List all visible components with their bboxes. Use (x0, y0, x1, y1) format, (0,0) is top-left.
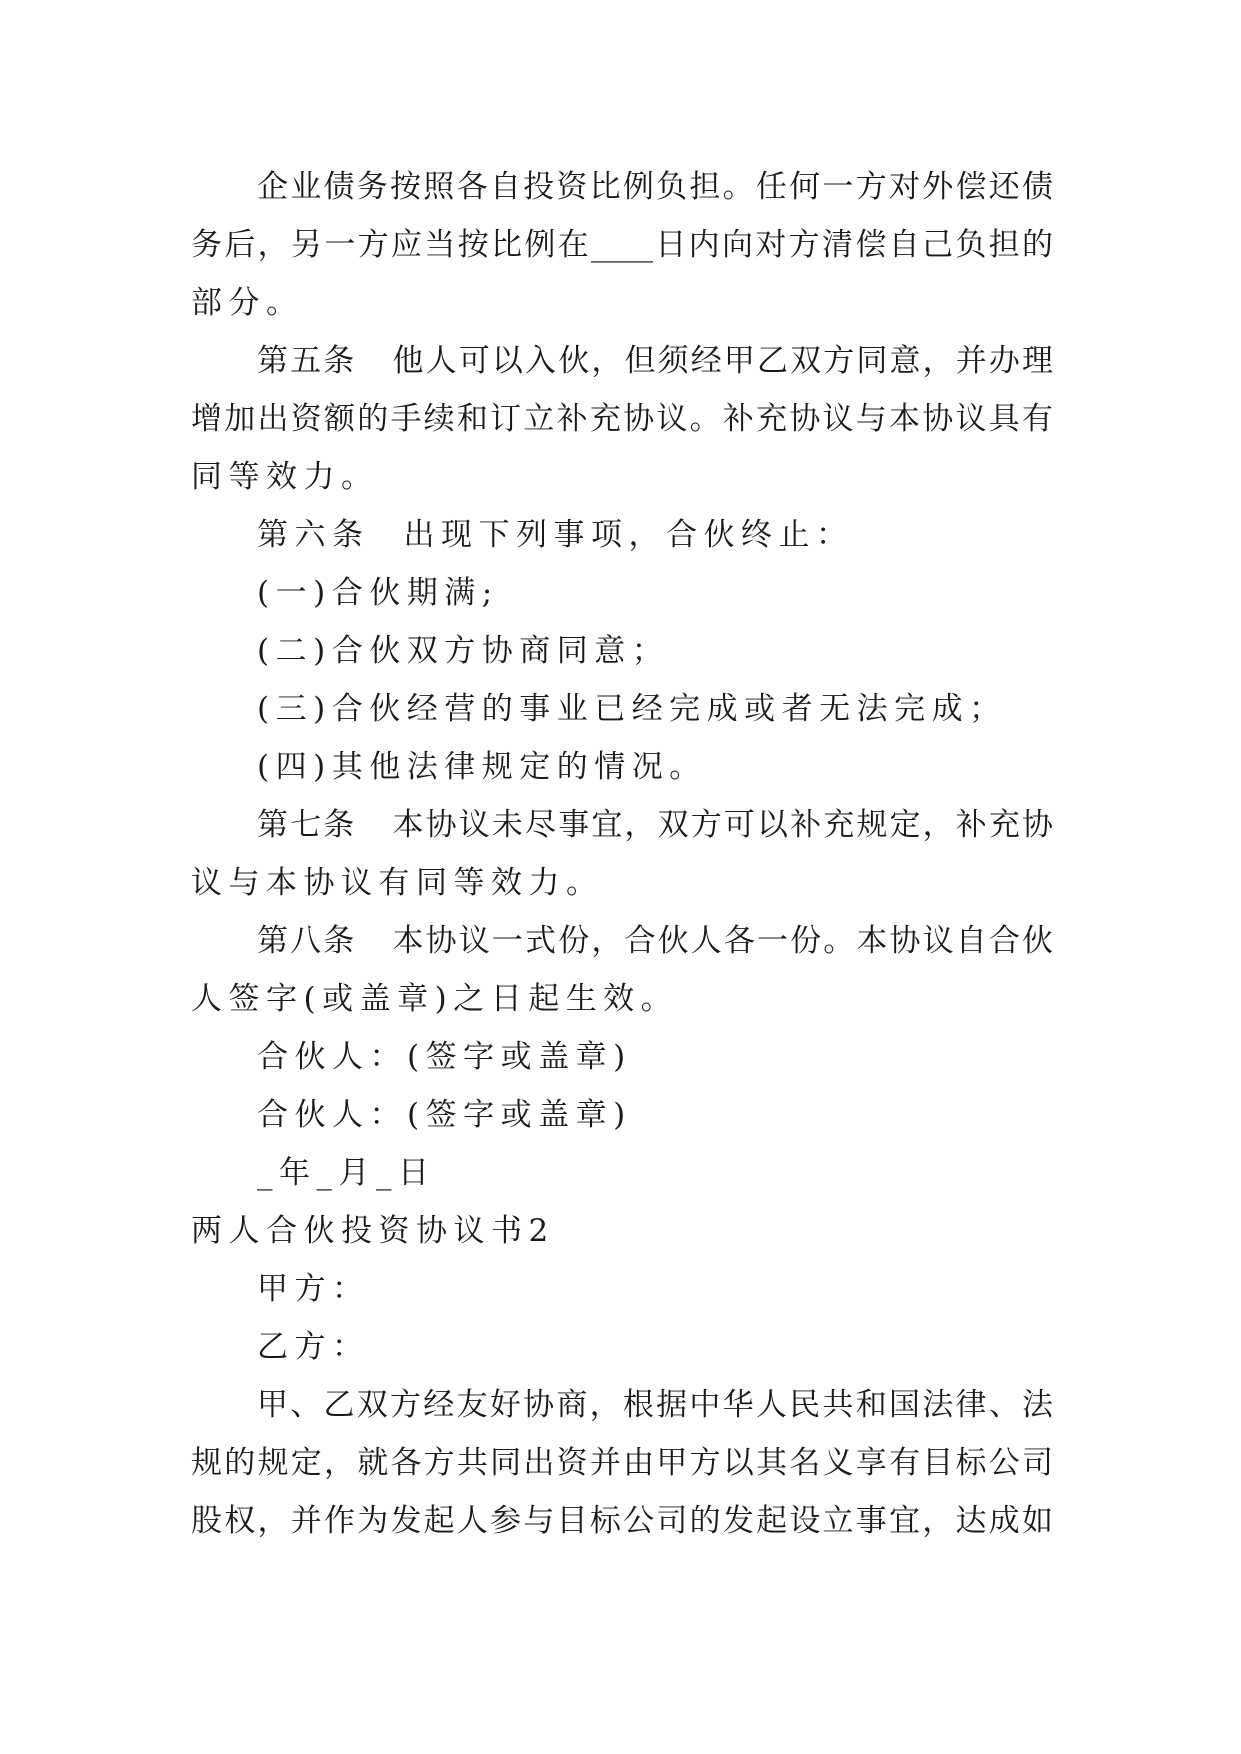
article-5-line (191, 332, 1053, 390)
signature-line: 合伙人：(签字或盖章) (257, 1039, 632, 1075)
article-text: 出现下列事项，合伙终止： (403, 517, 854, 553)
article-label: 第六条 (257, 517, 370, 553)
date-line: _年_月_日 (257, 1155, 436, 1191)
text-line: 部分。 (191, 285, 304, 321)
section-title: 两人合伙投资协议书2 (191, 1213, 555, 1249)
text-line: 企业债务按照各自投资比例负担。任何一方对外偿还债 (257, 169, 1053, 205)
party-a-line: 甲方： (257, 1271, 370, 1307)
text-line: 务后，另一方应当按比例在____日内向对方清偿自己负担的 (191, 227, 1053, 263)
text-line: 议与本协议有同等效力。 (191, 865, 604, 901)
text-line: 甲、乙双方经友好协商，根据中华人民共和国法律、法 (257, 1387, 1053, 1423)
signature-line: 合伙人：(签字或盖章) (257, 1097, 632, 1133)
article-7-line (191, 796, 1053, 854)
text-line: 同等效力。 (191, 459, 379, 495)
article-label: 第七条 (257, 807, 357, 843)
list-item: (二)合伙双方协商同意； (257, 633, 670, 669)
article-8-line (191, 912, 1053, 970)
article-text: 本协议一式份，合伙人各一份。本协议自合伙 (390, 923, 1054, 959)
text-line: 规的规定，就各方共同出资并由甲方以其名义享有目标公司 (191, 1445, 1053, 1481)
article-text: 他人可以入伙，但须经甲乙双方同意，并办理 (390, 343, 1054, 379)
party-b-line: 乙方： (257, 1329, 370, 1365)
article-6-line (191, 506, 1053, 564)
article-label: 第五条 (257, 343, 357, 379)
list-item: (四)其他法律规定的情况。 (257, 749, 707, 785)
list-item: (一)合伙期满; (257, 575, 499, 611)
text-line: 股权，并作为发起人参与目标公司的发起设立事宜，达成如 (191, 1503, 1053, 1539)
text-line: 增加出资额的手续和订立补充协议。补充协议与本协议具有 (191, 401, 1053, 437)
article-text: 本协议未尽事宜，双方可以补充规定，补充协 (390, 807, 1054, 843)
article-label: 第八条 (257, 923, 357, 959)
list-item: (三)合伙经营的事业已经完成或者无法完成； (257, 691, 1007, 727)
text-line: 人签字(或盖章)之日起生效。 (191, 981, 679, 1017)
document-body (191, 158, 1053, 1550)
